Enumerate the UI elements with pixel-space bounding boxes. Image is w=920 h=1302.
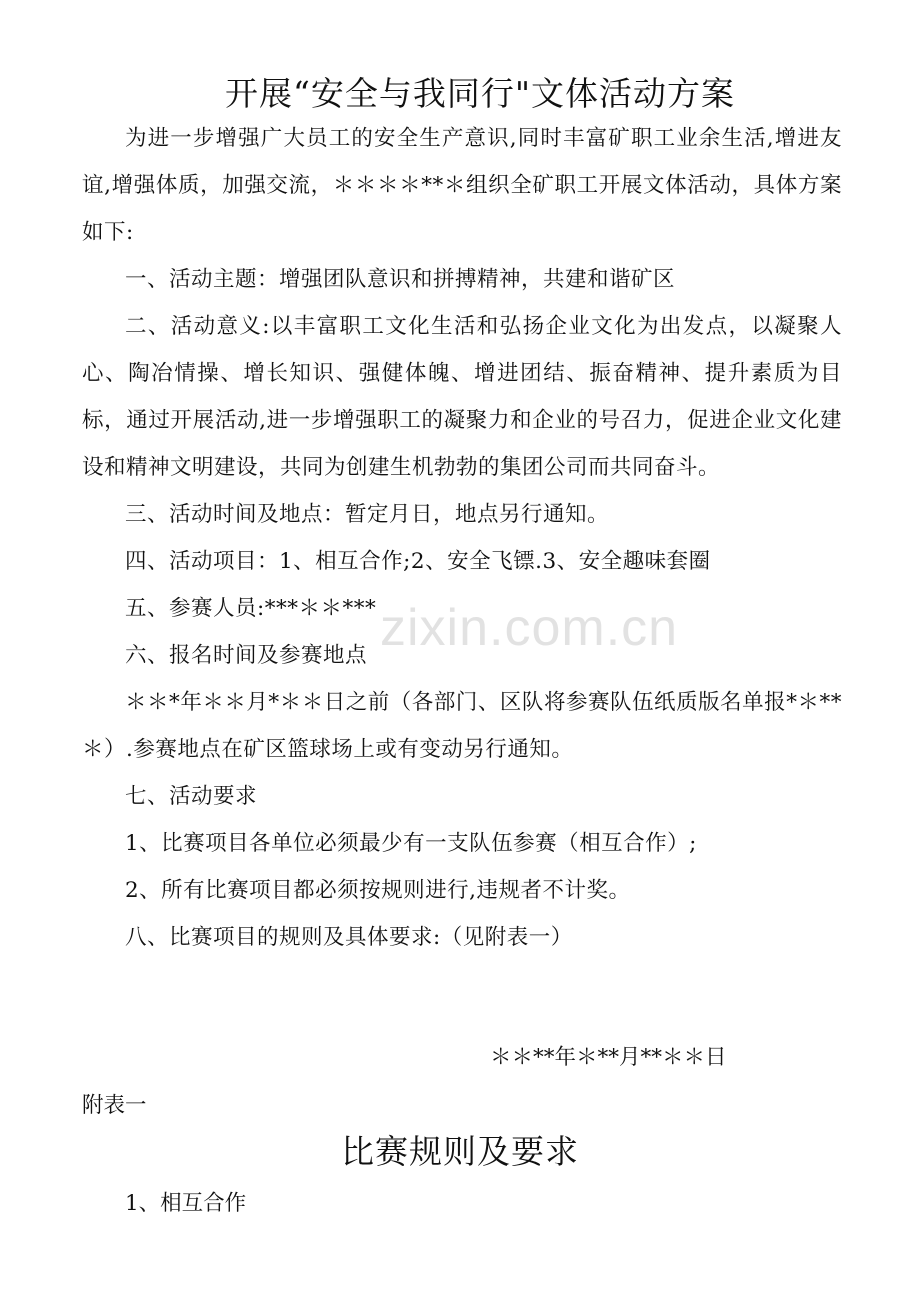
appendix-title: 比赛规则及要求 bbox=[341, 1132, 579, 1171]
watermark: zixin.com.cn bbox=[380, 599, 679, 657]
section-time-location: 三、活动时间及地点：暂定月日，地点另行通知。 bbox=[125, 502, 610, 527]
section-events: 四、活动项目：1、相互合作;2、安全飞镖.3、安全趣味套圈 bbox=[125, 549, 711, 574]
section-registration-heading: 六、报名时间及参赛地点 bbox=[125, 643, 368, 668]
document-title: 开展“安全与我同行"文体活动方案 bbox=[224, 74, 736, 113]
section-registration-detail: ＊＊*年＊＊月*＊＊日之前（各部门、区队将参赛队伍纸质版名单报*＊**＊）.参赛地点在矿区篮球场上或有变动另行通知。 bbox=[82, 690, 842, 762]
section-significance: 二、活动意义:以丰富职工文化生活和弘扬企业文化为出发点，以凝聚人心、陶冶情操、增长知识、强健体魄、增进团结、振奋精神、提升素质为目标，通过开展活动,进一步增强职工的凝聚力和企业的号召力，促进企业文化建设和精神文明建设，共同为创建生机勃勃的集团公司而共同奋斗。 bbox=[82, 314, 842, 480]
appendix-first-item: 1、相互合作 bbox=[125, 1191, 247, 1216]
intro-paragraph: 为进一步增强广大员工的安全生产意识,同时丰富矿职工业余生活,增进友谊,增强体质，加强交流，＊＊＊＊**＊组织全矿职工开展文体活动，具体方案如下: bbox=[82, 126, 842, 245]
section-requirements-heading: 七、活动要求 bbox=[125, 784, 258, 809]
document-date: ＊＊**年＊**月**＊＊日 bbox=[490, 1045, 727, 1070]
section-participants: 五、参赛人员:***＊＊*** bbox=[125, 596, 377, 621]
appendix-label: 附表一 bbox=[82, 1093, 147, 1118]
section-rules-reference: 八、比赛项目的规则及具体要求:（见附表一） bbox=[125, 925, 573, 950]
section-theme: 一、活动主题：增强团队意识和拼搏精神，共建和谐矿区 bbox=[125, 267, 676, 292]
document-body bbox=[82, 115, 842, 961]
requirement-item-1: 1、比赛项目各单位必须最少有一支队伍参赛（相互合作）; bbox=[125, 831, 697, 856]
requirement-item-2: 2、所有比赛项目都必须按规则进行,违规者不计奖。 bbox=[125, 878, 631, 903]
